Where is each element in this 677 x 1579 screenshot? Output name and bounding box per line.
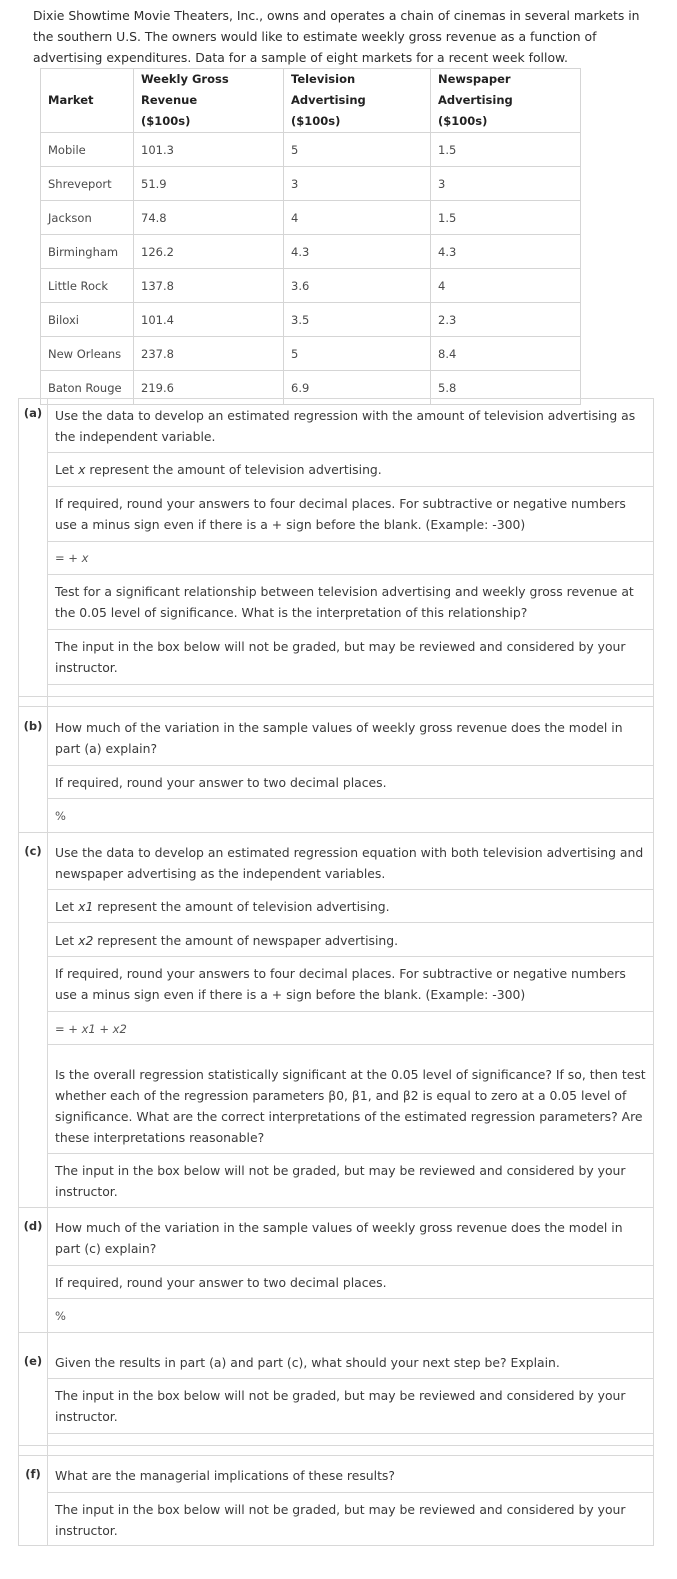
divider (47, 956, 653, 957)
cell-market: Mobile (41, 133, 134, 167)
cell-market: Baton Rouge (41, 371, 134, 405)
part-f-question: What are the managerial implications of these results? (55, 1468, 395, 1483)
divider (47, 1044, 653, 1045)
divider (47, 1378, 653, 1379)
divider (19, 1207, 653, 1208)
cell-newspaper: 2.3 (431, 303, 581, 337)
divider (19, 1445, 653, 1446)
divider (19, 1332, 653, 1333)
part-c-label: (c) (24, 844, 42, 858)
part-d-question: How much of the variation in the sample values of weekly gross revenue does the model in part (c) explain? (55, 1220, 623, 1256)
table-row (41, 269, 581, 303)
part-d-rounding: If required, round your answer to two decimal places. (55, 1275, 387, 1290)
cell-revenue: 237.8 (134, 337, 284, 371)
part-f-label: (f) (25, 1467, 41, 1481)
part-c-rounding: If required, round your answers to four decimal places. For subtractive or negative numbers use a minus sign even if there is a + sign before the blank. (Example: -300) (55, 966, 626, 1002)
divider (47, 922, 653, 923)
cell-revenue: 126.2 (134, 235, 284, 269)
cell-tv: 3.6 (284, 269, 431, 303)
problem-intro: Dixie Showtime Movie Theaters, Inc., owns and operates a chain of cinemas in several markets in the southern U.S. The owners would like to estimate weekly gross revenue as a function of advertising expenditures. Data for a sample of eight markets for a recent week follow. (33, 8, 640, 65)
divider (47, 629, 653, 630)
divider (47, 1265, 653, 1266)
cell-newspaper: 1.5 (431, 133, 581, 167)
cell-newspaper: 4.3 (431, 235, 581, 269)
part-c-let-x2: Let x2 represent the amount of newspaper advertising. (55, 933, 399, 948)
cell-tv: 6.9 (284, 371, 431, 405)
table-row (41, 167, 581, 201)
part-e-question: Given the results in part (a) and part (c), what should your next step be? Explain. (55, 1355, 560, 1370)
cell-revenue: 219.6 (134, 371, 284, 405)
label-column-divider (47, 399, 48, 1545)
divider (47, 486, 653, 487)
table-row (41, 133, 581, 167)
cell-tv: 5 (284, 133, 431, 167)
cell-revenue: 51.9 (134, 167, 284, 201)
part-a-let-x: Let x represent the amount of television advertising. (55, 462, 382, 477)
part-b-rounding: If required, round your answer to two decimal places. (55, 775, 387, 790)
cell-market: Birmingham (41, 235, 134, 269)
part-e-answer-box[interactable] (47, 1433, 653, 1434)
part-a-answer-box[interactable] (47, 684, 653, 685)
part-c-ungraded-note: The input in the box below will not be graded, but may be reviewed and considered by your instructor. (55, 1163, 626, 1199)
cell-tv: 4 (284, 201, 431, 235)
divider (47, 798, 653, 799)
cell-newspaper: 3 (431, 167, 581, 201)
table-row (41, 201, 581, 235)
divider (19, 696, 653, 697)
question-table (18, 398, 654, 1546)
table-row (41, 337, 581, 371)
cell-market: Biloxi (41, 303, 134, 337)
part-a-label: (a) (23, 406, 43, 420)
divider (47, 889, 653, 890)
divider (47, 765, 653, 766)
divider (19, 706, 653, 707)
cell-tv: 4.3 (284, 235, 431, 269)
part-b-percent-input[interactable]: % (55, 809, 66, 823)
cell-tv: 3.5 (284, 303, 431, 337)
part-d-percent-input[interactable]: % (55, 1309, 66, 1323)
table-header-row (41, 69, 581, 133)
cell-market: Jackson (41, 201, 134, 235)
part-c-regression-equation[interactable]: = + x1 + x2 (55, 1022, 127, 1036)
cell-tv: 3 (284, 167, 431, 201)
part-a-significance-question: Test for a significant relationship between television advertising and weekly gross revenue at the 0.05 level of significance. What is the interpretation of this relationship? (55, 584, 634, 620)
part-c-let-x1: Let x1 represent the amount of television advertising. (55, 899, 390, 914)
header-market: Market (41, 69, 134, 133)
part-a-rounding: If required, round your answers to four decimal places. For subtractive or negative numbers use a minus sign even if there is a + sign before the blank. (Example: -300) (55, 496, 626, 532)
divider (47, 452, 653, 453)
part-e-label: (e) (23, 1354, 43, 1368)
divider (47, 1011, 653, 1012)
cell-tv: 5 (284, 337, 431, 371)
cell-market: Little Rock (41, 269, 134, 303)
cell-revenue: 101.4 (134, 303, 284, 337)
cell-newspaper: 8.4 (431, 337, 581, 371)
cell-newspaper: 1.5 (431, 201, 581, 235)
part-a-regression-equation[interactable]: = + x (55, 551, 89, 565)
divider (19, 832, 653, 833)
cell-newspaper: 4 (431, 269, 581, 303)
cell-revenue: 137.8 (134, 269, 284, 303)
cell-market: New Orleans (41, 337, 134, 371)
table-row (41, 303, 581, 337)
header-revenue: Weekly Gross Revenue ($100s) (134, 69, 284, 133)
header-newspaper: Newspaper Advertising ($100s) (431, 69, 581, 133)
divider (47, 1492, 653, 1493)
part-c-significance-question: Is the overall regression statistically significant at the 0.05 level of significance? If so, then test whether each of the regression parameters β0, β1, and β2 is equal to zero at a 0.05 level of significance. What are the correct interpretations of the estimated regression parameters? Are these interpretations reasonable? (55, 1067, 646, 1145)
part-b-question: How much of the variation in the sample values of weekly gross revenue does the model in part (a) explain? (55, 720, 623, 756)
table-row (41, 235, 581, 269)
part-d-label: (d) (23, 1219, 43, 1233)
part-a-question: Use the data to develop an estimated regression with the amount of television advertising as the independent variable. (55, 408, 636, 444)
cell-revenue: 74.8 (134, 201, 284, 235)
part-f-ungraded-note: The input in the box below will not be graded, but may be reviewed and considered by your instructor. (55, 1502, 626, 1538)
part-e-ungraded-note: The input in the box below will not be graded, but may be reviewed and considered by your instructor. (55, 1388, 626, 1424)
divider (19, 1455, 653, 1456)
divider (47, 1298, 653, 1299)
data-table (40, 68, 581, 405)
part-c-question: Use the data to develop an estimated regression equation with both television advertising and newspaper advertising as the independent variables. (55, 845, 644, 881)
divider (47, 1153, 653, 1154)
part-a-ungraded-note: The input in the box below will not be graded, but may be reviewed and considered by your instructor. (55, 639, 626, 675)
cell-revenue: 101.3 (134, 133, 284, 167)
part-b-label: (b) (23, 719, 43, 733)
cell-newspaper: 5.8 (431, 371, 581, 405)
cell-market: Shreveport (41, 167, 134, 201)
header-tv: Television Advertising ($100s) (284, 69, 431, 133)
divider (47, 541, 653, 542)
divider (47, 574, 653, 575)
